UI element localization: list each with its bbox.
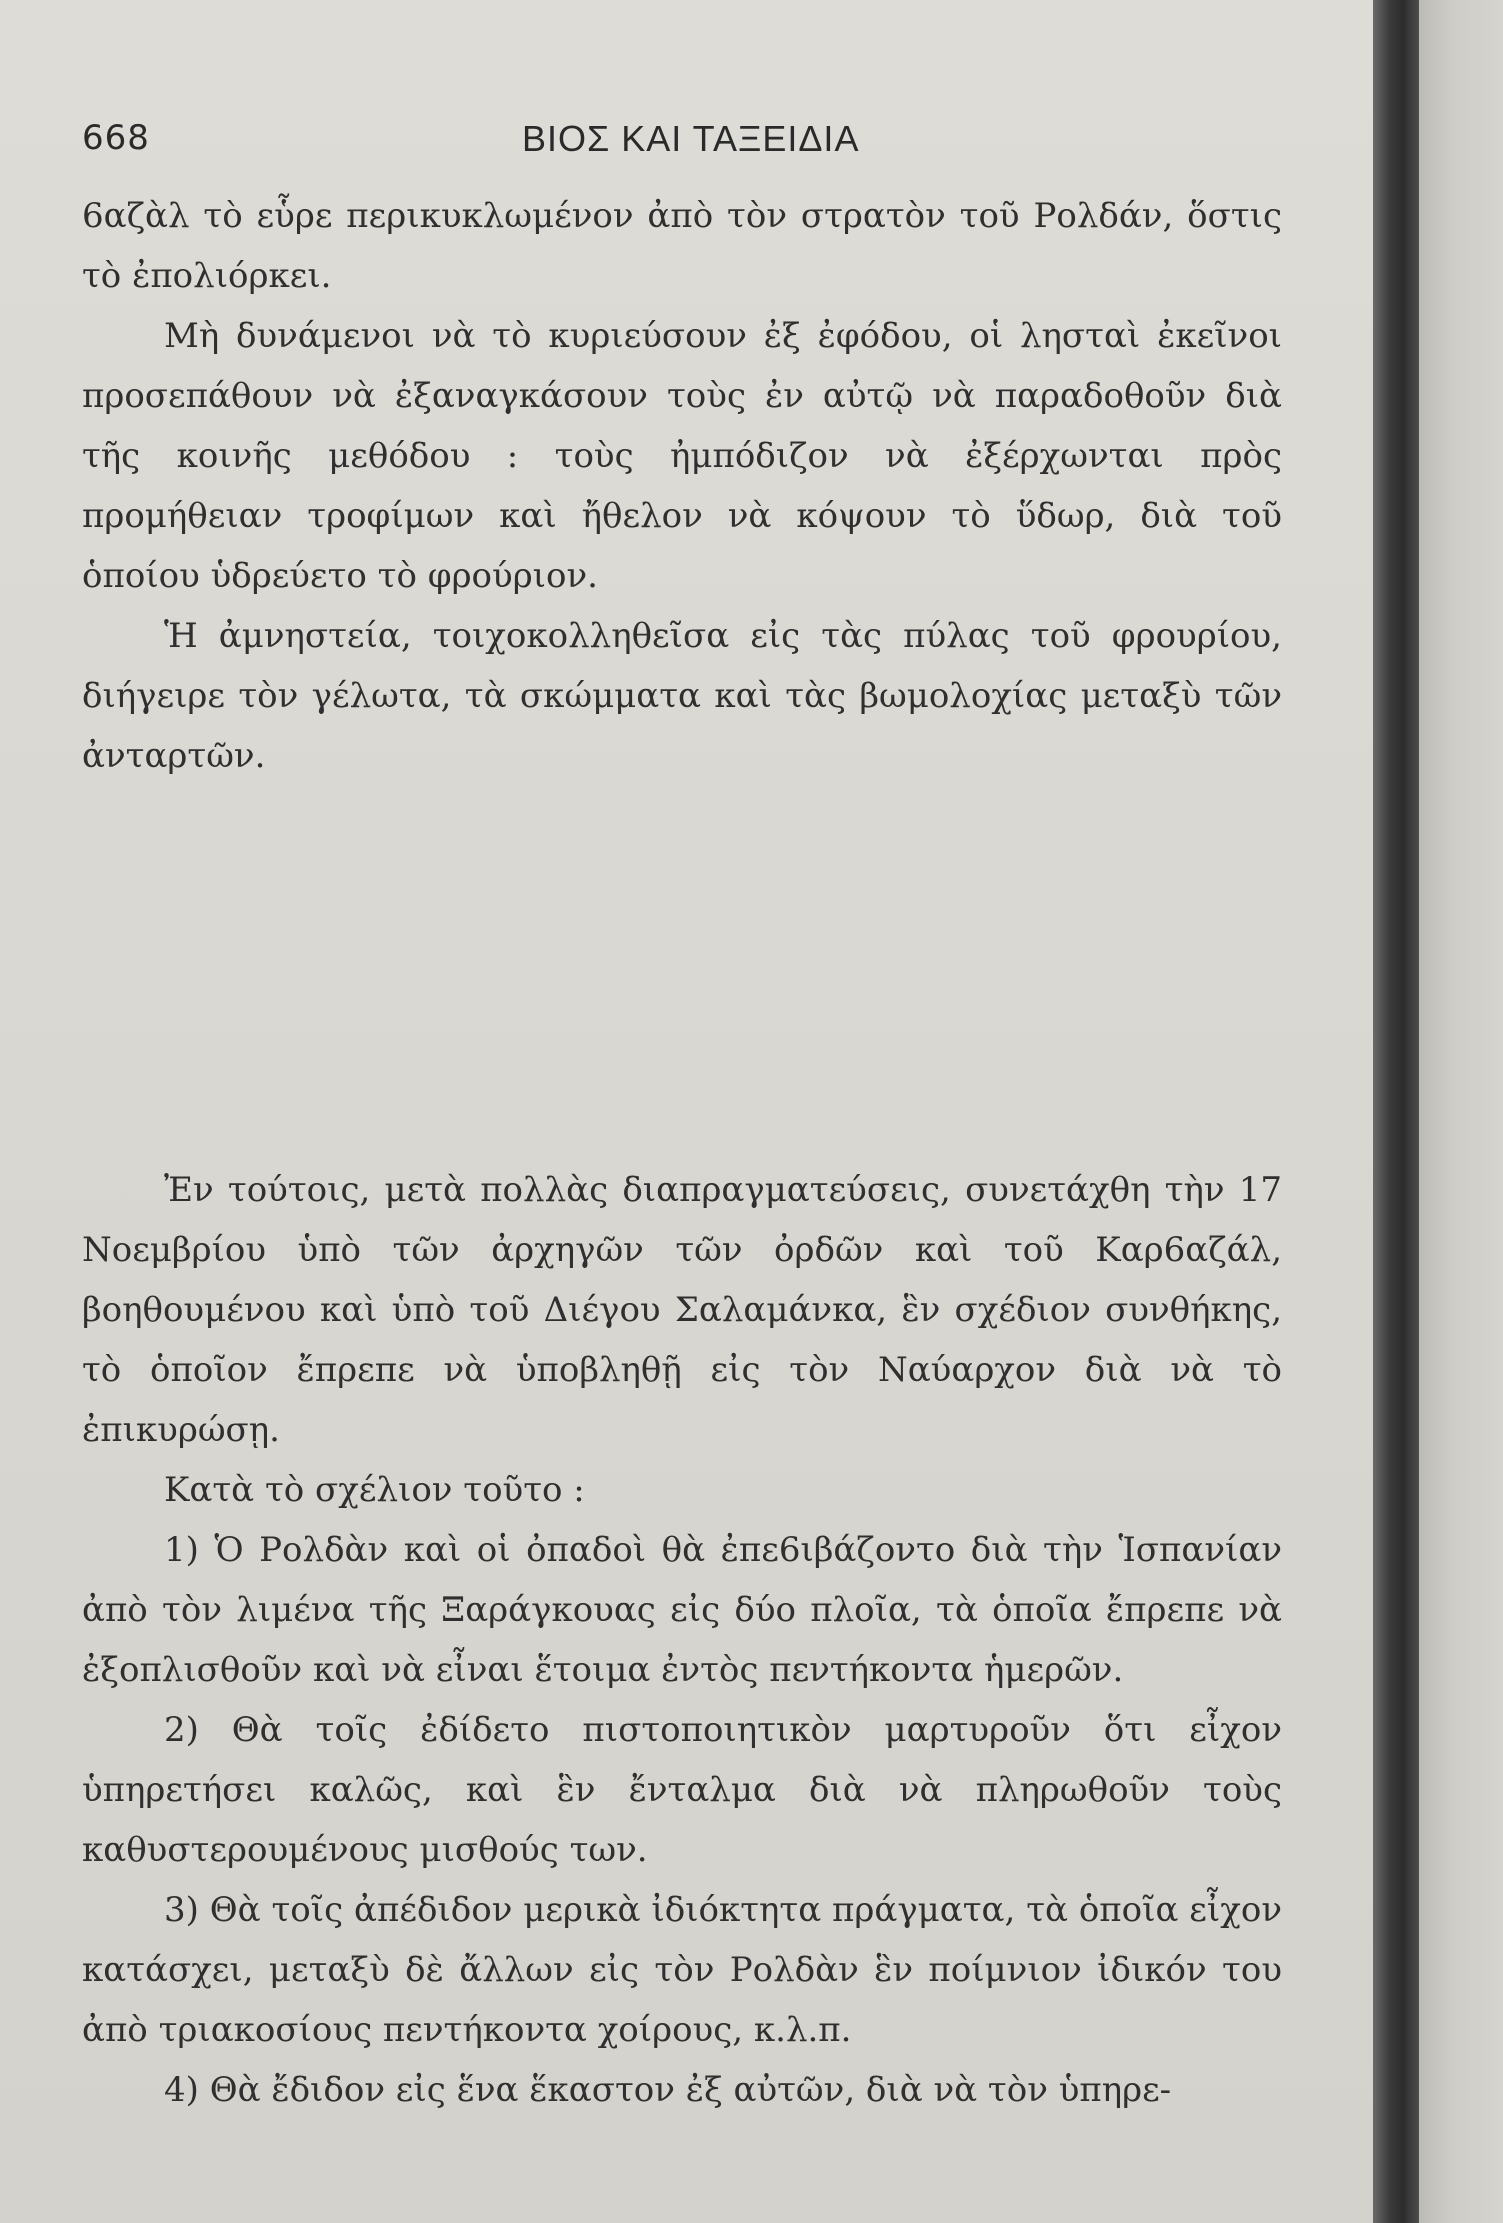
paragraph: Μὴ δυνάμενοι νὰ τὸ κυριεύσουν ἐξ ἐφόδου, οἱ λησταὶ ἐκεῖνοι προσεπάθουν νὰ ἐξαναγκάσουν τοὺς ἐν αὐτῷ νὰ παραδοθοῦν διὰ τῆς κοινῆς μεθόδου : τοὺς ἠμπόδιζον νὰ ἐξέρχωνται πρὸς προμήθειαν τροφίμων καὶ ἤθελον νὰ κόψουν τὸ ὕδωρ, διὰ τοῦ ὁποίου ὑδρεύετο τὸ φρούριον. — [82, 316, 1282, 596]
page-edge — [1419, 0, 1503, 2223]
list-item: 4) Θὰ ἔδιδον εἰς ἕνα ἕκαστον ἐξ αὐτῶν, διὰ νὰ τὸν ὑπηρε- — [164, 2070, 1172, 2110]
page-number: 668 — [82, 118, 150, 158]
running-title: ΒΙΟΣ ΚΑΙ ΤΑΞΕΙΔΙΑ — [522, 118, 860, 159]
list-item: 2) Θὰ τοῖς ἐδίδετο πιστοποιητικὸν μαρτυροῦν ὅτι εἶχον ὑπηρετήσει καλῶς, καὶ ἓν ἔνταλμα διὰ νὰ πληρωθοῦν τοὺς καθυστερουμένους μισθούς των. — [82, 1710, 1282, 1870]
text-block-lower — [82, 1160, 1282, 2120]
paragraph: Ἐν τούτοις, μετὰ πολλὰς διαπραγματεύσεις, συνετάχθη τὴν 17 Νοεμβρίου ὑπὸ τῶν ἀρχηγῶν τῶν ὀρδῶν καὶ τοῦ Καρ6αζάλ, βοηθουμένου καὶ ὑπὸ τοῦ Διέγου Σαλαμάνκα, ἓν σχέδιον συνθήκης, τὸ ὁποῖον ἔπρεπε νὰ ὑποβληθῇ εἰς τὸν Ναύαρχον διὰ νὰ τὸ ἐπικυρώσῃ. — [82, 1170, 1282, 1450]
list-item: 1) Ὁ Ρολδὰν καὶ οἱ ὀπαδοὶ θὰ ἐπε6ιβάζοντο διὰ τὴν Ἱσπανίαν ἀπὸ τὸν λιμένα τῆς Ξαράγκουας εἰς δύο πλοῖα, τὰ ὁποῖα ἔπρεπε νὰ ἐξοπλισθοῦν καὶ νὰ εἶναι ἕτοιμα ἐντὸς πεντήκοντα ἡμερῶν. — [82, 1530, 1282, 1690]
book-spine-shadow — [1373, 0, 1419, 2223]
list-item: 3) Θὰ τοῖς ἀπέδιδον μερικὰ ἰδιόκτητα πράγματα, τὰ ὁποῖα εἶχον κατάσχει, μεταξὺ δὲ ἄλλων εἰς τὸν Ρολδὰν ἓν ποίμνιον ἰδικόν του ἀπὸ τριακοσίους πεντήκοντα χοίρους, κ.λ.π. — [82, 1890, 1282, 2050]
paragraph: 6αζὰλ τὸ εὗρε περικυκλωμένον ἀπὸ τὸν στρατὸν τοῦ Ρολδάν, ὅστις τὸ ἐπολιόρκει. — [82, 196, 1282, 296]
text-block-upper — [82, 186, 1282, 786]
page-header — [82, 118, 1282, 168]
paragraph: Κατὰ τὸ σχέλιον τοῦτο : — [164, 1470, 585, 1510]
paragraph: Ἡ ἀμνηστεία, τοιχοκολληθεῖσα εἰς τὰς πύλας τοῦ φρουρίου, διήγειρε τὸν γέλωτα, τὰ σκώμματα καὶ τὰς βωμολοχίας μεταξὺ τῶν ἀνταρτῶν. — [82, 616, 1282, 776]
